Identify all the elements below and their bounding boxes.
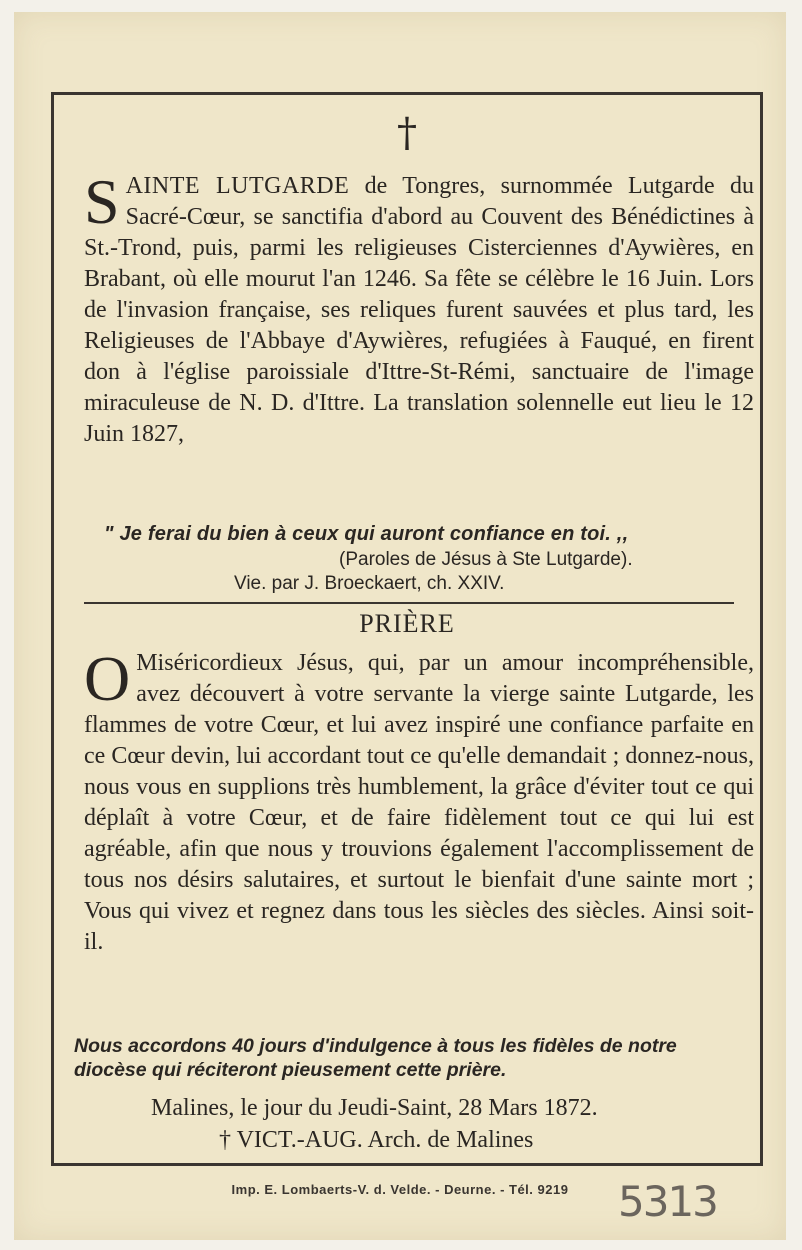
dateline: Malines, le jour du Jeudi-Saint, 28 Mars 1872.	[151, 1095, 598, 1121]
prayer-text: Miséricordieux Jésus, qui, par un amour incompréhensible, avez découvert à votre servante la vierge sainte Lutgarde, les flammes de votre Cœur, et lui avez inspiré une confiance parfaite en ce Cœur devin, lui accordant tout ce qu'elle demandait ; donnez-nous, nous vous en supplions très humblement, la grâce d'éviter tout ce qui déplaît à votre Cœur, et de faire fidèlement tout ce qui lui est agréable, afin que nous y trouvions également l'accomplissement de tous nos désirs salutaires, et surtout le bienfait d'une sainte mort ; Vous qui vivez et regnez dans tous les siècles des siècles. Ainsi soit-il.	[84, 650, 754, 955]
printer-imprint: Imp. E. Lombaerts-V. d. Velde. - Deurne. - Tél. 9219	[231, 1182, 569, 1197]
prayer-title: PRIÈRE	[359, 609, 455, 638]
intro-dropcap: S	[84, 166, 120, 237]
holy-card	[14, 12, 786, 1240]
quote-book: Vie. par J. Broeckaert, ch. XXIV.	[234, 573, 505, 594]
handwritten-number: 5313	[618, 1177, 717, 1226]
indulgence-note: Nous accordons 40 jours d'indulgence à tous les fidèles de notre diocèse qui réciteront pieusement cette prière.	[74, 1035, 677, 1081]
intro-lead: AINTE LUTGARDE	[125, 173, 350, 199]
prayer-dropcap: O	[84, 643, 131, 714]
signature: † VICT.-AUG. Arch. de Malines	[219, 1127, 534, 1153]
quote-source: (Paroles de Jésus à Ste Lutgarde).	[339, 549, 633, 570]
prayer-paragraph	[84, 643, 754, 958]
intro-text: de Tongres, surnommée Lutgarde du Sacré-Cœur, se sanctifia d'abord au Couvent des Bénédictines à St.-Trond, puis, parmi les religieuses Cisterciennes d'Aywières, en Brabant, où elle mourut l'an 1246. Sa fête se célèbre le 16 Juin. Lors de l'invasion française, ses reliques furent sauvées et plus tard, les Religieuses de l'Abbaye d'Aywières, refugiées à Fauqué, en firent don à l'église paroissiale d'Ittre-St-Rémi, sanctuaire de l'image miraculeuse de N. D. d'Ittre. La translation solennelle eut lieu le 12 Juin 1827,	[84, 173, 754, 447]
intro-paragraph	[84, 166, 754, 450]
quote-text: " Je ferai du bien à ceux qui auront confiance en toi. ,,	[104, 523, 629, 545]
text-frame	[51, 92, 763, 1166]
divider	[84, 602, 734, 604]
cross-icon: †	[397, 110, 417, 156]
